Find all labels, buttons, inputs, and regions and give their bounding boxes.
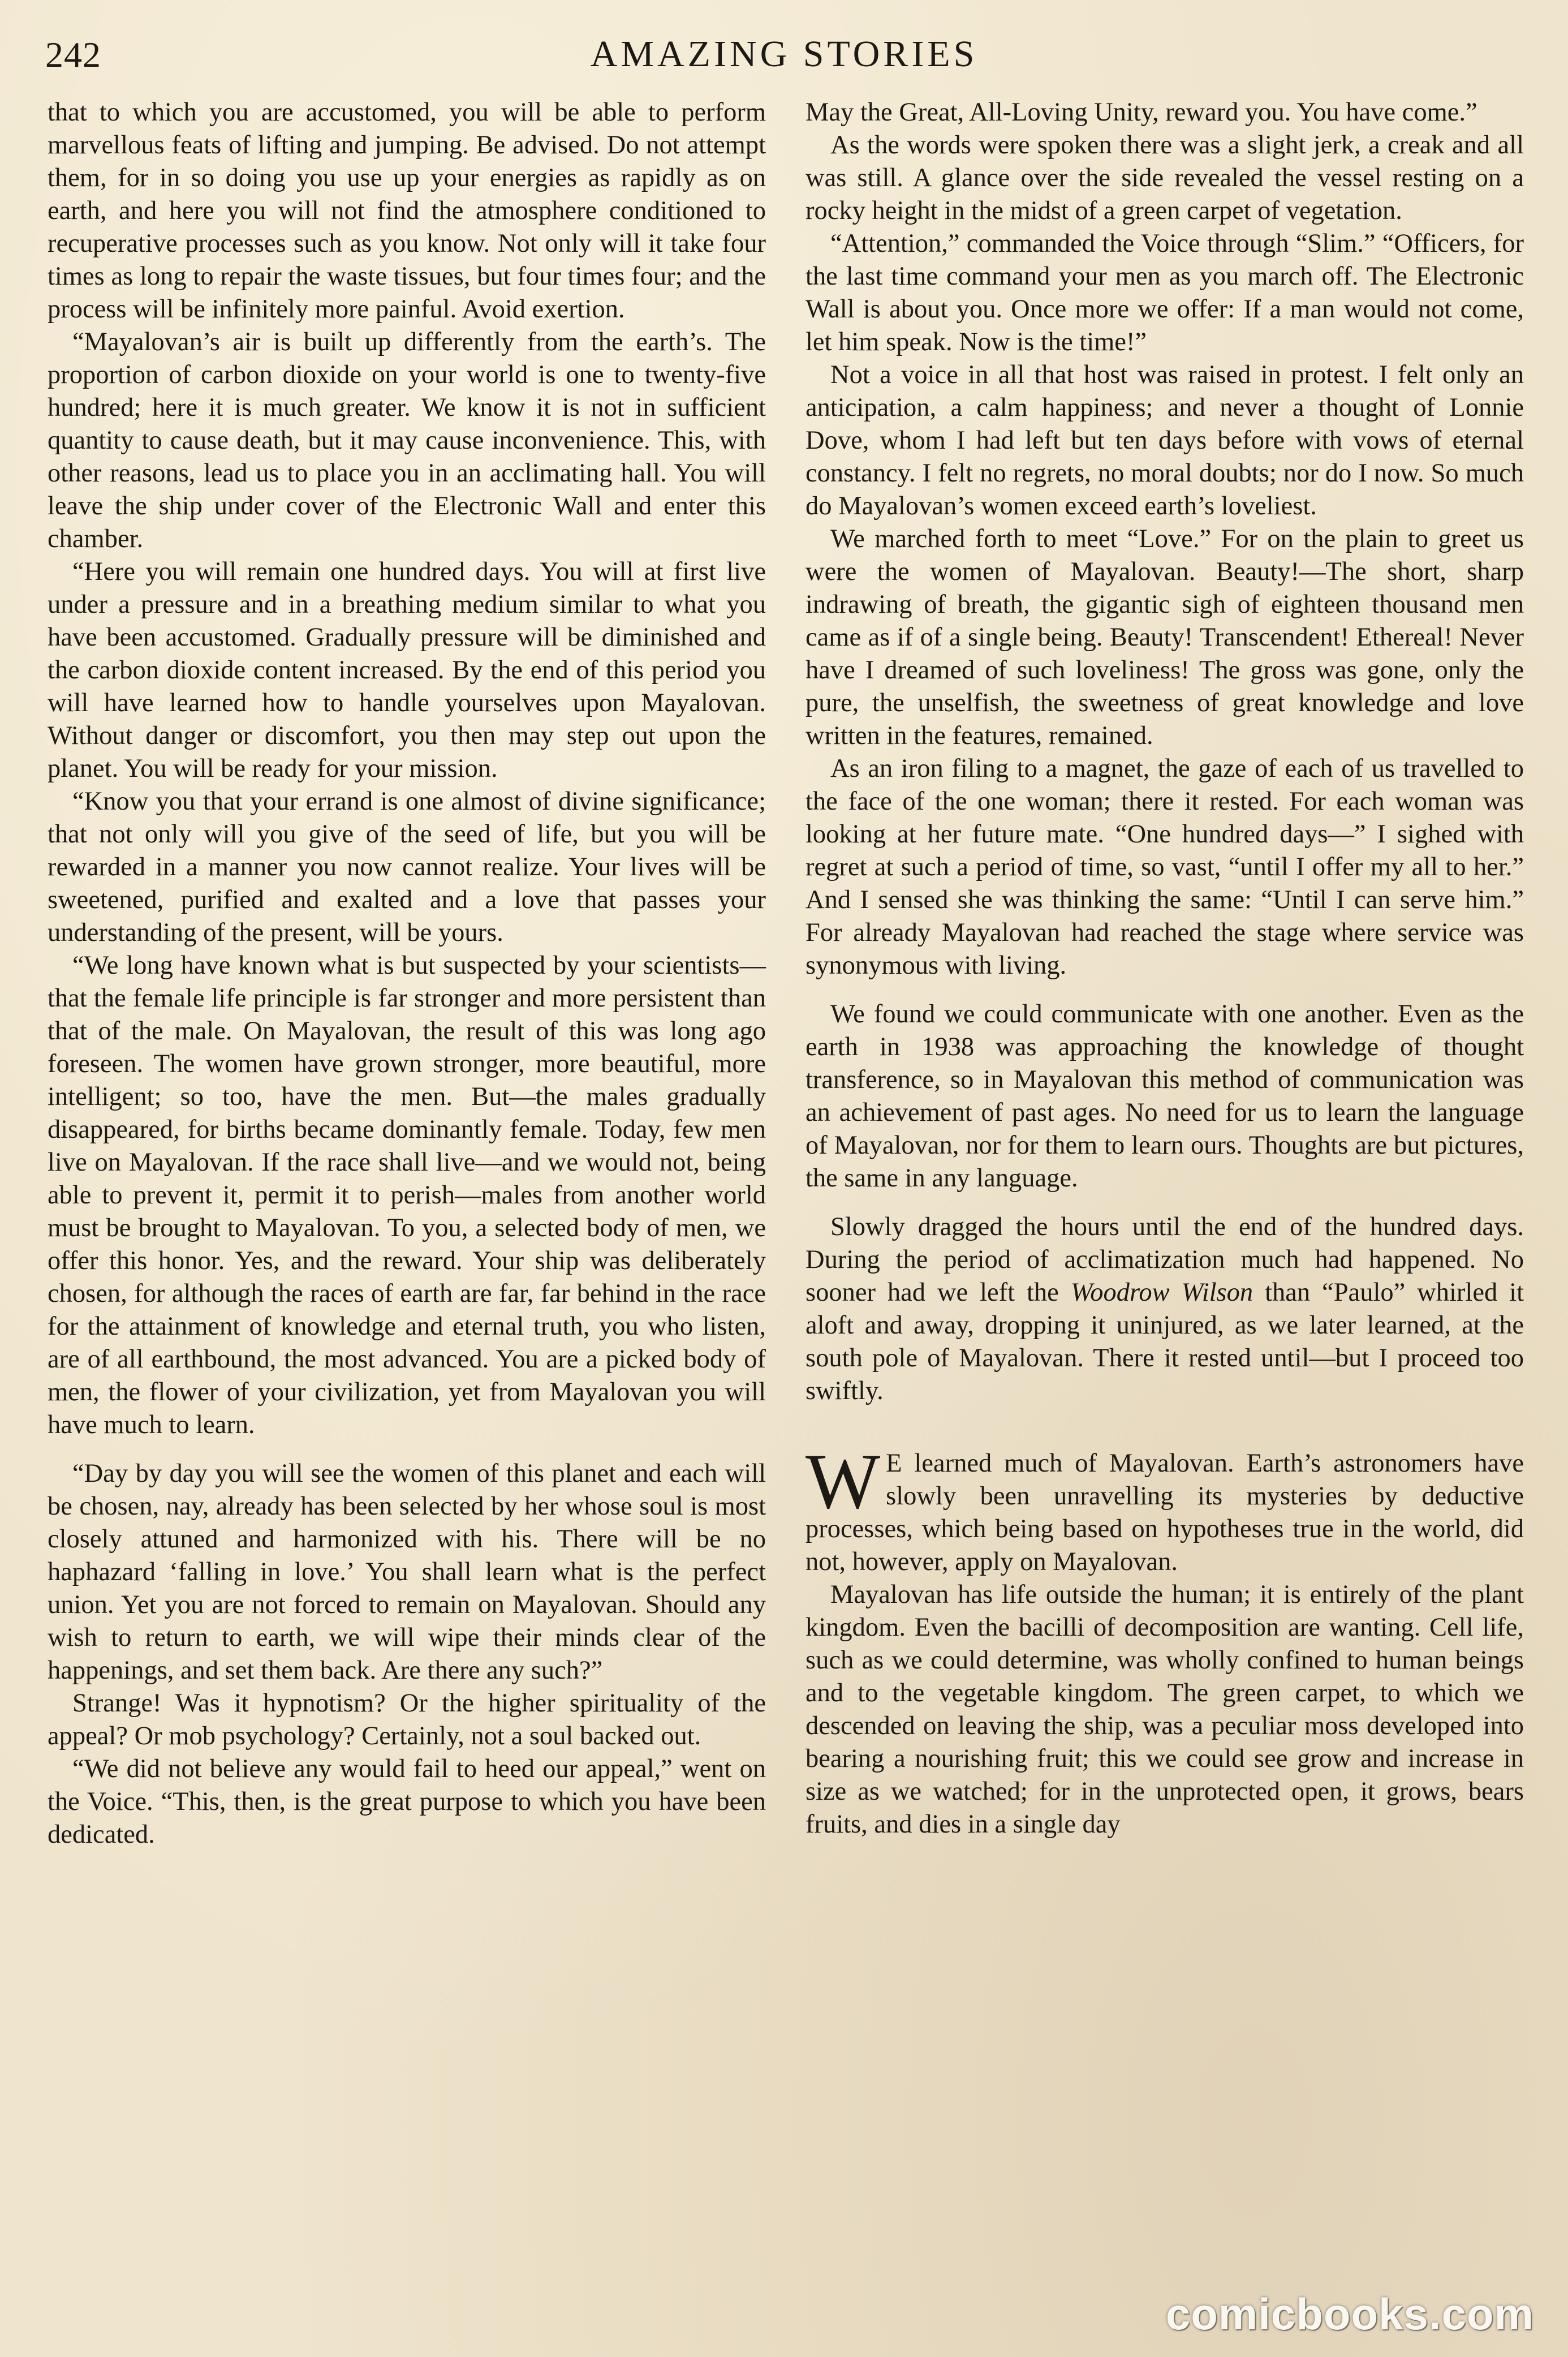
- page-number: 242: [45, 35, 101, 75]
- section-opening-paragraph: [805, 1438, 1524, 1578]
- paragraph: “Day by day you will see the women of this planet and each will be chosen, nay, already has been selected by her whose soul is most closely attuned and harmonized with his. There will be no haphazard ‘falling in love.’ You shall learn what is the perfect union. Yet you are not forced to remain on Mayalovan. Should any wish to return to earth, we will wipe their minds clear of the happenings, and set them back. Are there any such?”: [48, 1459, 766, 1685]
- left-column: [48, 96, 766, 1851]
- running-head: AMAZING STORIES: [590, 33, 978, 75]
- paragraph: We marched forth to meet “Love.” For on the plain to greet us were the women of Mayalovan. Beauty!—The short, sharp indrawing of breath, the gigantic sigh of eighteen thousand men came as if of a single being. Beauty! Transcendent! Ethereal! Never have I dreamed of such loveliness! The gross was gone, only the pure, the unselfish, the sweetness of great knowledge and love written in the features, remained.: [805, 524, 1524, 750]
- drop-cap: W: [805, 1438, 881, 1525]
- paragraph: As an iron filing to a magnet, the gaze of each of us travelled to the face of the one woman; there it rested. For each woman was looking at her future mate. “One hundred days—” I sighed with regret at such a period of time, so vast, “until I offer my all to her.” And I sensed she was thinking the same: “Until I can serve him.” For already Mayalovan had reached the stage where service was synonymous with living.: [805, 754, 1524, 980]
- text-run: than “Paulo” whirled it aloft and away, dropping it uninjured, as we later learned, at the south pole of Mayalovan. There it rested until—but I proceed too swiftly.: [805, 1278, 1524, 1405]
- paragraph: [805, 1211, 1524, 1408]
- paragraph: that to which you are accustomed, you will be able to perform marvellous feats of lifting and jumping. Be advised. Do not attempt them, for in so doing you use up your energies as rapidly as on earth, and here you will not find the atmosphere conditioned to recuperative processes such as you know. Not only will it take four times as long to repair the waste tissues, but four times four; and the process will be infinitely more painful. Avoid exertion.: [48, 98, 766, 324]
- paragraph: Strange! Was it hypnotism? Or the higher spirituality of the appeal? Or mob psychology? Certainly, not a soul backed out.: [48, 1689, 766, 1750]
- watermark: comicbooks.com: [1165, 2289, 1534, 2339]
- paragraph: Not a voice in all that host was raised in protest. I felt only an anticipation, a calm happiness; and never a thought of Lonnie Dove, whom I had left but ten days before with vows of eternal constancy. I felt no regrets, no moral doubts; nor do I now. So much do Mayalovan’s women exceed earth’s loveliest.: [805, 360, 1524, 521]
- paragraph: “Attention,” commanded the Voice through “Slim.” “Officers, for the last time command your men as you march off. The Electronic Wall is about you. Once more we offer: If a man would not come, let him speak. Now is the time!”: [805, 229, 1524, 356]
- text-run: E learned much of Mayalovan. Earth’s astronomers have slowly been unravelling its mysteries by deductive processes, which being based on hypotheses true in the world, did not, however, apply on Mayalovan.: [805, 1449, 1524, 1576]
- paragraph: As the words were spoken there was a slight jerk, a creak and all was still. A glance over the side revealed the vessel resting on a rocky height in the midst of a green carpet of vegetation.: [805, 131, 1524, 225]
- paragraph: We found we could communicate with one another. Even as the earth in 1938 was approaching the knowledge of thought transference, so in Mayalovan this method of communication was an achievement of past ages. No need for us to learn the language of Mayalovan, nor for them to learn ours. Thoughts are but pictures, the same in any language.: [805, 1000, 1524, 1193]
- paragraph: “Mayalovan’s air is built up differently from the earth’s. The proportion of carbon dioxide on your world is one to twenty-five hundred; here it is much greater. We know it is not in sufficient quantity to cause death, but it may cause inconvenience. This, with other reasons, lead us to place you in an acclimating hall. You will leave the ship under cover of the Electronic Wall and enter this chamber.: [48, 328, 766, 553]
- paragraph: Mayalovan has life outside the human; it is entirely of the plant kingdom. Even the bacilli of decomposition are wanting. Cell life, such as we could determine, was wholly confined to human beings and to the vegetable kingdom. The green carpet, to which we descended on leaving the ship, was a peculiar moss developed into bearing a nourishing fruit; this we could see grow and increase in size as we watched; for in the unprotected open, it grows, bears fruits, and dies in a single day: [805, 1580, 1524, 1839]
- paragraph: “Here you will remain one hundred days. You will at first live under a pressure and in a breathing medium similar to what you have been accustomed. Gradually pressure will be diminished and the carbon dioxide content increased. By the end of this period you will have learned how to handle yourselves upon Mayalovan. Without danger or discomfort, you then may step out upon the planet. You will be ready for your mission.: [48, 557, 766, 783]
- paragraph: “Know you that your errand is one almost of divine significance; that not only will you give of the seed of life, but you will be rewarded in a manner you now cannot realize. Your lives will be sweetened, purified and exalted and a love that passes your understanding of the present, will be yours.: [48, 787, 766, 947]
- text-run: Slowly dragged the hours until the end of the hundred days. During the period of acclimatization much had happened. No sooner had we left the: [805, 1212, 1524, 1307]
- paragraph: “We did not believe any would fail to heed our appeal,” went on the Voice. “This, then, is the great purpose to which you have been dedicated.: [48, 1754, 766, 1849]
- paragraph: May the Great, All-Loving Unity, reward you. You have come.”: [805, 98, 1477, 127]
- ship-name: Woodrow Wilson: [1070, 1278, 1253, 1307]
- paragraph: “We long have known what is but suspected by your scientists—that the female life principle is far stronger and more persistent than that of the male. On Mayalovan, the result of this was long ago foreseen. The women have grown stronger, more beautiful, more intelligent; so too, have the men. But—the males gradually disappeared, for births became dominantly female. Today, few men live on Mayalovan. If the race shall live—and we would not, being able to prevent it, permit it to perish—males from another world must be brought to Mayalovan. To you, a selected body of men, we offer this honor. Yes, and the reward. Your ship was deliberately chosen, for although the races of earth are far, far behind in the race for the attainment of knowledge and eternal truth, you who listen, are of all earthbound, the most advanced. You are a picked body of men, the flower of your civilization, yet from Mayalovan you will have much to learn.: [48, 951, 766, 1439]
- right-column: [805, 96, 1524, 1841]
